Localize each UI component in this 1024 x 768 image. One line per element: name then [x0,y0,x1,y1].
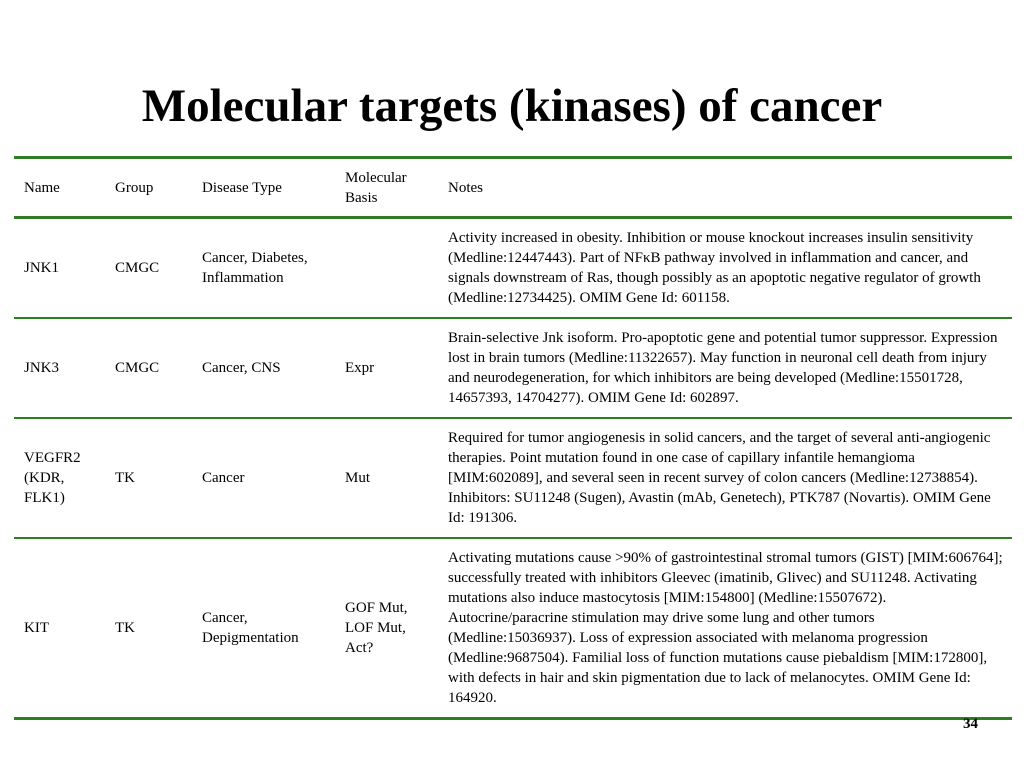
kinase-table-container [14,156,1012,720]
table-row [14,418,1012,538]
page-number: 34 [963,716,978,732]
cell-group: TK [115,470,135,486]
cell-name: KIT [24,620,49,636]
cell-notes: Activity increased in obesity. Inhibition or mouse knockout increases insulin sensitivity (Medline:12447443). Part of NFκB pathway involved in inflammation and cancer, and signals downstream of Ras, though possibly as an apoptotic negative regulator of growth (Medline:12734425). OMIM Gene Id: 601158. [448,230,981,306]
cell-group: CMGC [115,260,160,276]
cell-name: JNK3 [24,360,60,376]
cell-disease-type: Cancer, Diabetes, Inflammation [202,250,308,286]
cell-group: TK [115,620,135,636]
cell-notes: Required for tumor angiogenesis in solid cancers, and the target of several anti-angiogenic therapies. Point mutation found in one case of capillary infantile hemangioma [MIM:602089], and several seen in recent survey of colon cancers (Medline:12738854). Inhibitors: SU11248 (Sugen), Avastin (mAb, Genetech), PTK787 (Novartis). OMIM Gene Id: 191306. [448,430,991,526]
header-row [14,158,1012,218]
cell-disease-type: Cancer, CNS [202,360,281,376]
header-name: Name [24,179,60,196]
table-body [14,218,1012,719]
header-molecular-basis: Molecular Basis [345,169,407,206]
cell-molecular-basis [335,218,438,319]
cell-group: CMGC [115,360,160,376]
cell-name: JNK1 [24,260,60,276]
cell-name: VEGFR2 (KDR, FLK1) [24,450,81,506]
header-notes: Notes [448,179,483,196]
cell-notes: Activating mutations cause >90% of gastrointestinal stromal tumors (GIST) [MIM:606764]; successfully treated with inhibitors Gleevec (imatinib, Glivec) and SU11248. Activating mutations also induce mastocytosis [MIM:154800] (Medline:15507672). Autocrine/paracrine stimulation may drive some lung and other tumors (Medline:15036937). Loss of expression associated with melanoma progression (Medline:9687504). Familial loss of function mutations cause piebaldism [MIM:172800], with defects in hair and skin pigmentation due to lack of melanocytes. OMIM Gene Id: 164920. [448,550,1003,706]
cell-disease-type: Cancer [202,470,245,486]
cell-molecular-basis: Expr [345,360,375,376]
kinase-targets-table [14,156,1012,720]
cell-molecular-basis: Mut [345,470,371,486]
table-row [14,218,1012,319]
slide-title: Molecular targets (kinases) of cancer [141,80,883,132]
cell-notes: Brain-selective Jnk isoform. Pro-apoptotic gene and potential tumor suppressor. Expression lost in brain tumors (Medline:11322657). May function in neuronal cell death from injury and neurodegeneration, for which inhibitors are being developed (Medline:15501728, 14657393, 14704277). OMIM Gene Id: 602897. [448,330,998,406]
header-disease-type: Disease Type [202,179,282,196]
table-row [14,318,1012,418]
table-header [14,158,1012,218]
table-row [14,538,1012,719]
cell-disease-type: Cancer, Depigmentation [202,610,299,646]
cell-molecular-basis: GOF Mut, LOF Mut, Act? [345,600,408,656]
header-group: Group [115,179,154,196]
